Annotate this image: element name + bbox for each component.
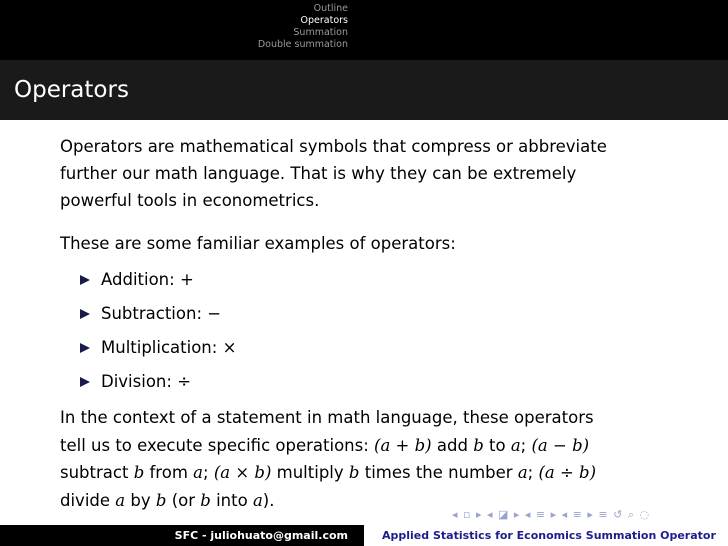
nav-section-outline[interactable]: Outline	[313, 3, 348, 14]
context-line-3: subtract b from a; (a × b) multiply b times the number a; (a ÷ b)	[60, 463, 597, 482]
frame-title: Operators	[14, 77, 129, 103]
nav-section-summation[interactable]: Summation	[293, 27, 348, 38]
bullet-triangle-icon	[80, 377, 90, 387]
bullet-triangle-icon	[80, 309, 90, 319]
context-line-1: In the context of a statement in math language, these operators	[60, 408, 594, 427]
operator-list	[77, 263, 236, 399]
list-item: Subtraction: −	[77, 297, 236, 331]
nav-section-operators[interactable]: Operators	[300, 15, 348, 26]
context-line-4: divide a by b (or b into a).	[60, 490, 275, 510]
section-navigation-bar	[0, 0, 728, 60]
intro-line-1: Operators are mathematical symbols that compress or abbreviate	[60, 137, 607, 156]
section-list	[0, 3, 348, 51]
list-item: Multiplication: ×	[77, 331, 236, 365]
context-paragraph	[60, 404, 680, 514]
bullet-triangle-icon	[80, 343, 90, 353]
examples-lead: These are some familiar examples of operators:	[60, 234, 456, 253]
frame-title-bar	[0, 60, 728, 120]
footer-author: SFC - juliohuato@gmail.com	[0, 525, 364, 546]
bullet-triangle-icon	[80, 275, 90, 285]
footer	[0, 525, 728, 546]
intro-line-3: powerful tools in econometrics.	[60, 191, 320, 210]
nav-section-double-summation[interactable]: Double summation	[257, 39, 348, 50]
list-item: Division: ÷	[77, 365, 236, 399]
list-item: Addition: +	[77, 263, 236, 297]
intro-line-2: further our math language. That is why they can be extremely	[60, 164, 577, 183]
footer-title: Applied Statistics for Economics Summation Operator	[364, 525, 728, 546]
beamer-navigation-icons[interactable]: ◂ ▫ ▸ ◂ ◪ ▸ ◂ ≡ ▸ ◂ ≡ ▸ ≡ ↺ ⌕ ◌	[452, 508, 651, 521]
context-line-2: tell us to execute specific operations: (a + b) add b to a; (a − b)	[60, 435, 590, 455]
